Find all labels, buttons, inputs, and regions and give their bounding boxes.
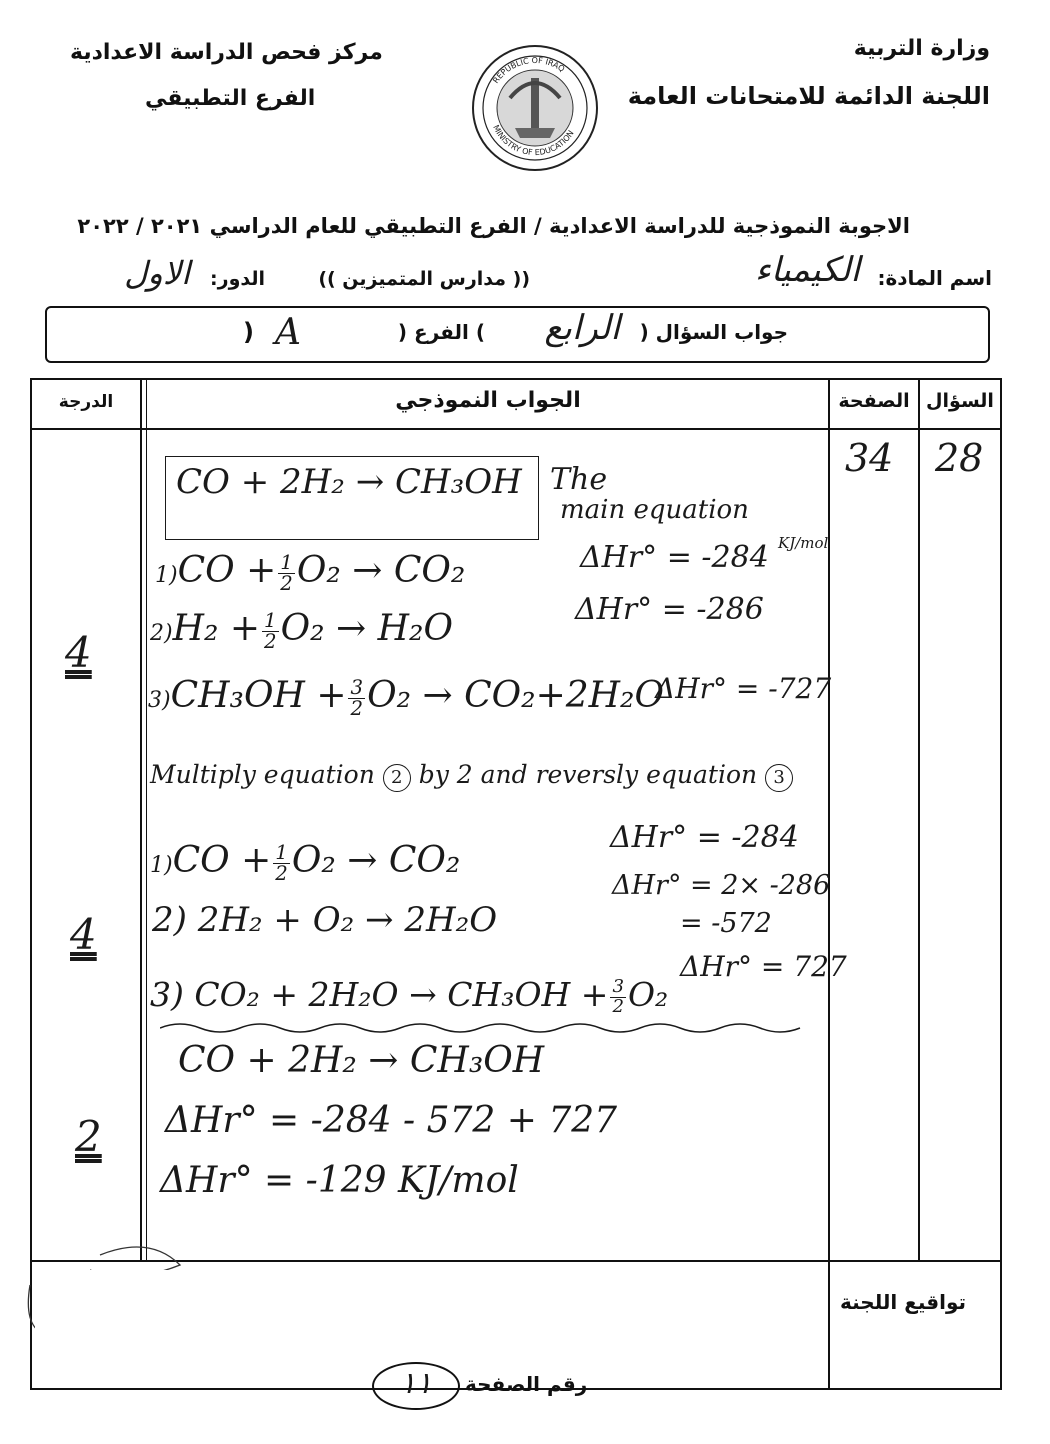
seal-top-text: REPUBLIC OF IRAQ [491, 55, 567, 86]
eq1-left: CO + [177, 550, 277, 591]
page-number: 34 [845, 436, 894, 480]
col-question-header: السؤال [926, 390, 994, 412]
r3-left: 3) CO₂ + 2H₂O → CH₃OH + [150, 975, 609, 1014]
grade-column-divider-inner [146, 378, 147, 1260]
instruction-part-a: Multiply equation [150, 760, 375, 789]
rewrite-eq3 [150, 975, 668, 1016]
eq2-left: H₂ + [172, 608, 261, 649]
instruction-eq2-circle: 2 [383, 764, 411, 792]
eq1-number: 1) [155, 563, 178, 588]
col-page-header: الصفحة [838, 390, 910, 412]
branch-label: ) الفرع ( [397, 320, 485, 344]
eq1-fraction: $\frac{1}{2}$ [280, 550, 293, 595]
eq3-enthalpy: ΔHr° = -727 [655, 672, 832, 705]
grade-2: 4 [70, 910, 97, 959]
page-number-label: رقم الصفحة [465, 1372, 588, 1396]
eq1 [155, 550, 465, 593]
net-equation: CO + 2H₂ → CH₃OH [178, 1040, 545, 1081]
eq3 [148, 675, 664, 718]
answer-label: جواب السؤال ( [639, 320, 788, 344]
question-column-divider [918, 378, 920, 1260]
question-number: 28 [935, 436, 984, 480]
eq2 [150, 608, 453, 651]
ministry-seal-icon [470, 38, 600, 178]
answer-value: الرابع [544, 308, 620, 348]
schools-label: (( مدارس المتميزين )) [318, 268, 530, 290]
round-value: الاول [124, 254, 190, 292]
rewrite-eq1 [150, 840, 460, 883]
grade-1: 4 [65, 628, 92, 677]
branch-name: الفرع التطبيقي [145, 86, 316, 111]
eq3-right: O₂ → CO₂+2H₂O [367, 675, 664, 716]
eq3-fraction: $\frac{3}{2}$ [350, 675, 364, 720]
committee-name: اللجنة الدائمة للامتحانات العامة [627, 82, 990, 110]
signatures-label: تواقيع اللجنة [840, 1290, 967, 1314]
sum-wavy-line [160, 1018, 810, 1038]
question-info-box [45, 306, 990, 363]
eq1-unit: KJ/mol [778, 534, 829, 552]
grade-3: 2 [75, 1112, 102, 1161]
r3-fraction: $\frac{3}{2}$ [612, 976, 624, 1017]
subject-value: الكيمياء [754, 250, 860, 290]
r2-enthalpy: ΔHr° = 2× -286 [612, 870, 831, 901]
sum-line: ΔHr° = -284 - 572 + 727 [165, 1100, 618, 1141]
signature-scribble-icon [10, 1225, 410, 1355]
subject-label: اسم المادة: [877, 266, 992, 290]
eq2-enthalpy: ΔHr° = -286 [575, 592, 764, 627]
main-note-1: The [550, 462, 608, 497]
r3-enthalpy: ΔHr° = 727 [680, 950, 847, 983]
page-number-value: ١١ [399, 1366, 433, 1401]
main-note-2: main equation [560, 495, 749, 525]
r1-left: CO + [172, 840, 272, 881]
col-grade-header: الدرجة [58, 392, 114, 412]
eq2-number: 2) [150, 621, 173, 646]
eq1-right: O₂ → CO₂ [296, 550, 466, 591]
instruction-part-b: by 2 and reversly equation [418, 760, 758, 789]
ministry-name: وزارة التربية [853, 36, 990, 61]
r1-number: 1) [150, 853, 173, 878]
grade-column-divider [140, 378, 142, 1260]
r1-fraction: $\frac{1}{2}$ [275, 840, 288, 885]
eq1-enthalpy: ΔHr° = -284 [580, 540, 769, 575]
eq3-left: CH₃OH + [170, 675, 347, 716]
header-row-divider [30, 428, 1002, 430]
document-title: الاجوبة النموذجية للدراسة الاعدادية / الفرع التطبيقي للعام الدراسي ٢٠٢١ / ٢٠٢٢ [77, 214, 910, 238]
main-equation: CO + 2H₂ → CH₃OH [176, 462, 522, 502]
instruction-line [150, 760, 793, 792]
eq3-number: 3) [148, 688, 171, 713]
branch-close: ) [243, 318, 254, 346]
branch-value: A [275, 312, 301, 353]
r3-right: O₂ [628, 975, 669, 1014]
seal-bottom-text: MINISTRY OF EDUCATION [491, 123, 576, 158]
instruction-eq3-circle: 3 [765, 764, 793, 792]
rewrite-eq2: 2) 2H₂ + O₂ → 2H₂O [152, 900, 498, 940]
result-line: ΔHr° = -129 KJ/mol [160, 1160, 519, 1201]
eq2-fraction: $\frac{1}{2}$ [264, 608, 277, 653]
r1-enthalpy: ΔHr° = -284 [610, 820, 799, 855]
round-label: الدور: [210, 268, 265, 290]
center-name: مركز فحص الدراسة الاعدادية [70, 40, 383, 65]
r1-right: O₂ → CO₂ [291, 840, 461, 881]
r2-enthalpy-result: = -572 [680, 908, 772, 939]
eq2-right: O₂ → H₂O [280, 608, 453, 649]
col-answer-header: الجواب النموذجي [395, 388, 581, 413]
